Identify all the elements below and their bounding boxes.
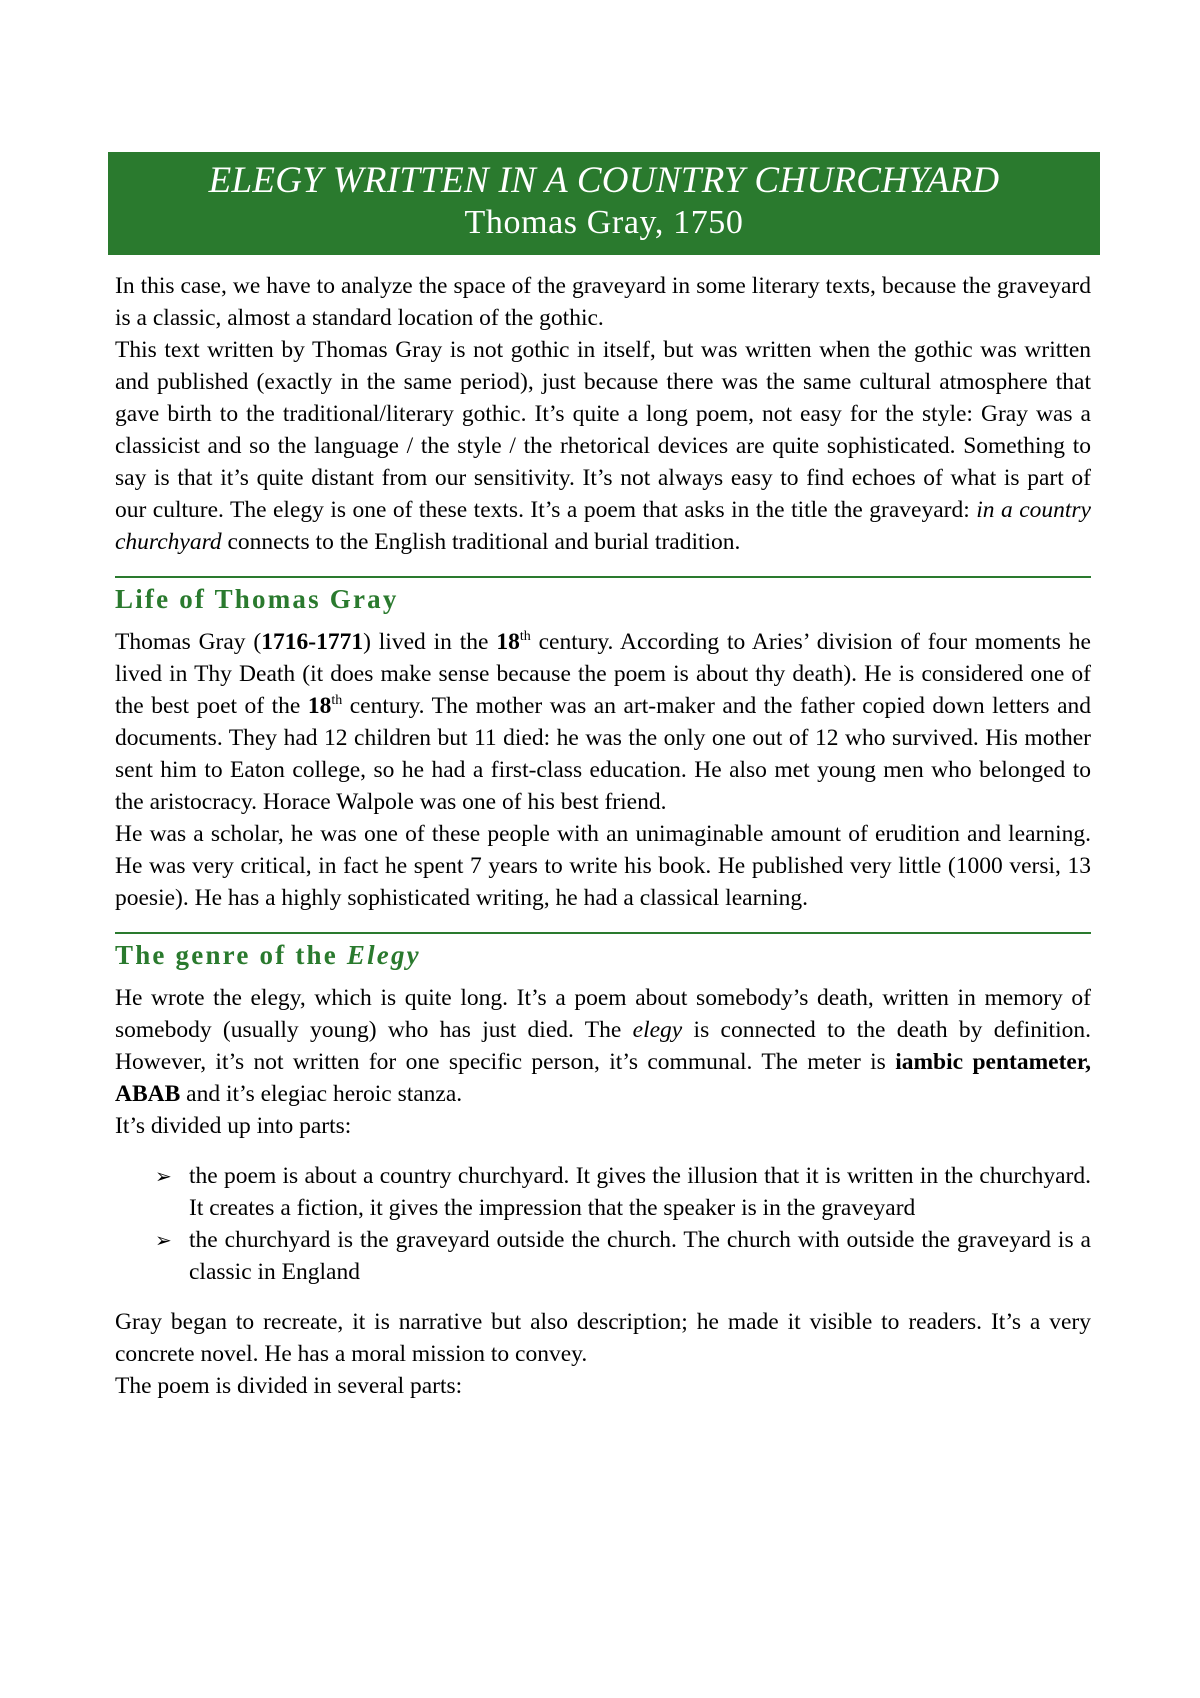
century-number: 18 <box>307 693 332 719</box>
intro-text-end: connects to the English traditional and burial tradition. <box>221 529 741 555</box>
title-banner <box>108 152 1100 255</box>
document-title: ELEGY WRITTEN IN A COUNTRY CHURCHYARD <box>208 160 1000 201</box>
life-paragraph-1 <box>115 626 1091 818</box>
heading-italic: Elegy <box>346 940 421 970</box>
intro-paragraph-1: In this case, we have to analyze the space of the graveyard in some literary texts, because the graveyard is a classic, almost a standard location of the gothic. <box>115 273 1091 331</box>
century-number: 18 <box>496 629 520 655</box>
list-item <box>155 1160 1091 1224</box>
intro-italic-title: in a country churchyard <box>115 497 1091 555</box>
list-item-text: the churchyard is the graveyard outside the church. The church with outside the graveyard is a classic in England <box>189 1227 1091 1285</box>
life-text: century. According to Aries’ division of four moments he lived in Thy Death (it does make sense because the poem is about thy death). He is considered one of the best poet of the <box>115 629 1091 719</box>
intro-paragraph-2 <box>115 334 1091 558</box>
list-item <box>155 1224 1091 1288</box>
genre-text: is connected to the death by definition. However, it’s not written for one specific person, it’s communal. The meter is <box>115 1017 1091 1075</box>
section-divider <box>115 932 1091 934</box>
document-body <box>115 270 1091 1402</box>
intro-text: This text written by Thomas Gray is not gothic in itself, but was written when the gothic was written and published (exactly in the same period), just because there was the same cultural atmosphere that gave birth to the traditional/literary gothic. It’s quite a long poem, not easy for the style: Gray was a classicist and so the language / the style / the rhetorical devices are quite sophisticated. Something to say is that it’s quite distant from our sensitivity. It’s not always easy to find echoes of what is part of our culture. The elegy is one of these texts. It’s a poem that asks in the title the graveyard: <box>115 337 1091 523</box>
genre-paragraph-1 <box>115 982 1091 1110</box>
genre-paragraph-3: Gray began to recreate, it is narrative but also description; he made it visible to readers. It’s a very concrete novel. He has a moral mission to convey. <box>115 1309 1091 1367</box>
life-text: ) lived in the <box>363 629 497 655</box>
genre-text: and it’s elegiac heroic stanza. <box>180 1081 463 1107</box>
genre-text: He wrote the elegy, which is quite long. It’s a poem about somebody’s death, written in memory of somebody (usually young) who has just died. The <box>115 985 1091 1043</box>
century-suffix: th <box>331 693 343 709</box>
section-heading-life: Life of Thomas Gray <box>115 584 399 614</box>
document-subtitle: Thomas Gray, 1750 <box>464 204 744 241</box>
arrow-bullet-icon: ➢ <box>155 1228 172 1252</box>
century-suffix: th <box>519 629 531 645</box>
arrow-bullet-icon: ➢ <box>155 1164 172 1188</box>
genre-italic: elegy <box>632 1017 683 1043</box>
parts-list <box>115 1160 1091 1288</box>
genre-paragraph-2: It’s divided up into parts: <box>115 1113 352 1139</box>
life-text: century. The mother was an art-maker and the father copied down letters and documents. They had 12 children but 11 died: he was the only one out of 12 who survived. His mother sent him to Eaton college, so he had a first-class education. He also met young men who belonged to the aristocracy. Horace Walpole was one of his best friend. <box>115 693 1091 815</box>
life-paragraph-2: He was a scholar, he was one of these people with an unimaginable amount of erudition and learning. He was very critical, in fact he spent 7 years to write his book. He published very little (1000 versi, 13 poesie). He has a highly sophisticated writing, he had a classical learning. <box>115 821 1091 911</box>
section-divider <box>115 576 1091 578</box>
life-text: Thomas Gray ( <box>115 629 262 655</box>
heading-text: The genre of the <box>115 940 347 970</box>
genre-paragraph-4: The poem is divided in several parts: <box>115 1373 463 1399</box>
list-item-text: the poem is about a country churchyard. It gives the illusion that it is written in the churchyard. It creates a fiction, it gives the impression that the speaker is in the graveyard <box>189 1163 1091 1221</box>
meter-bold: iambic pentameter, ABAB <box>115 1049 1091 1107</box>
section-heading-genre <box>115 938 1091 972</box>
life-years: 1716-1771 <box>261 629 364 655</box>
